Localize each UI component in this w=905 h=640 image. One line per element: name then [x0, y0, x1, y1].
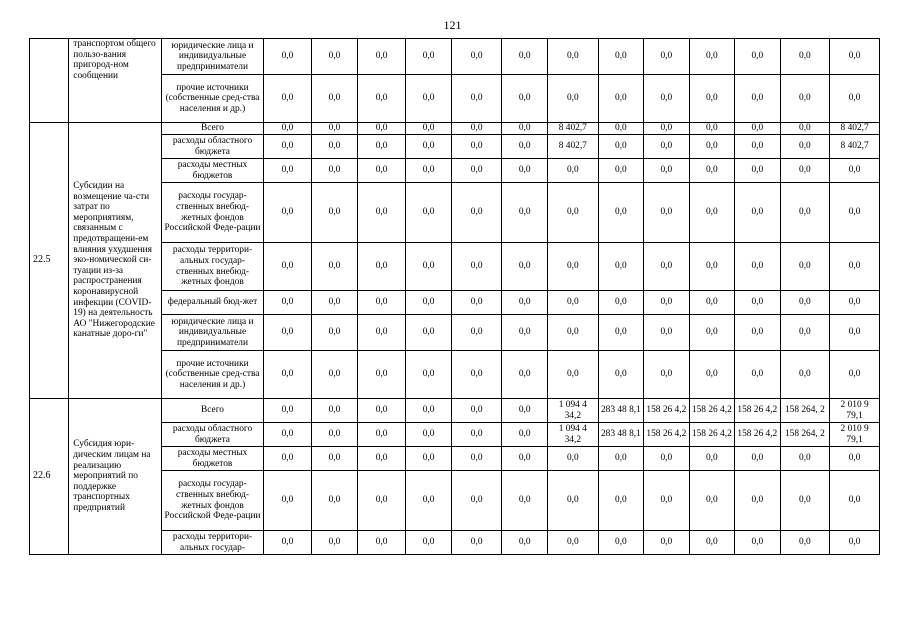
page-number: 121	[443, 18, 462, 32]
value-cell: 0,0	[735, 315, 780, 351]
value-cell: 0,0	[644, 531, 689, 555]
value-cell: 0,0	[547, 447, 598, 471]
measure-name-cell: Субсидии на возмещение ча-сти затрат по мероприятиям, связанным с предотвращени-ем влияния ухудшения эко-номической си-туации из-за распространения коронавирусной инфекции (COVID-19) на деятельность АО "Нижегородские канатные доро-ги"	[69, 123, 162, 399]
value-cell: 0,0	[312, 39, 357, 75]
funding-source-cell: расходы государ-ственных внебюд-жетных фондов Российской Феде-рации	[162, 471, 263, 531]
value-cell: 0,0	[263, 75, 312, 123]
funding-source-cell: Всего	[162, 123, 263, 135]
value-cell: 0,0	[644, 315, 689, 351]
value-cell: 0,0	[689, 159, 734, 183]
value-cell: 0,0	[547, 351, 598, 399]
value-cell: 0,0	[357, 315, 406, 351]
value-cell: 0,0	[451, 351, 502, 399]
value-cell: 158 264, 2	[780, 423, 830, 447]
value-cell: 0,0	[735, 39, 780, 75]
value-cell: 0,0	[357, 531, 406, 555]
measure-name-cell: транспортом общего пользо-вания пригород-ном сообщении	[69, 39, 162, 123]
value-cell: 158 26 4,2	[644, 399, 689, 423]
value-cell: 0,0	[598, 315, 643, 351]
row-code-cell	[30, 39, 69, 123]
value-cell: 0,0	[689, 351, 734, 399]
funding-source-cell: прочие источники (собственные сред-ства населения и др.)	[162, 75, 263, 123]
value-cell: 0,0	[312, 123, 357, 135]
value-cell: 0,0	[598, 531, 643, 555]
value-cell: 158 26 4,2	[735, 423, 780, 447]
value-cell: 0,0	[689, 291, 734, 315]
value-cell: 0,0	[598, 123, 643, 135]
funding-source-cell: Всего	[162, 399, 263, 423]
funding-source-cell: расходы местных бюджетов	[162, 447, 263, 471]
value-cell: 0,0	[357, 447, 406, 471]
value-cell: 0,0	[598, 183, 643, 243]
value-cell: 0,0	[312, 183, 357, 243]
value-cell: 0,0	[451, 75, 502, 123]
value-cell: 0,0	[780, 123, 830, 135]
value-cell: 0,0	[312, 135, 357, 159]
value-cell: 0,0	[689, 315, 734, 351]
value-cell: 0,0	[312, 447, 357, 471]
value-cell: 0,0	[263, 423, 312, 447]
value-cell: 0,0	[406, 243, 451, 291]
value-cell: 0,0	[406, 123, 451, 135]
value-cell: 0,0	[780, 135, 830, 159]
value-cell: 0,0	[735, 135, 780, 159]
value-cell: 1 094 4 34,2	[547, 423, 598, 447]
value-cell: 0,0	[689, 135, 734, 159]
value-cell: 0,0	[263, 183, 312, 243]
value-cell: 0,0	[830, 315, 880, 351]
value-cell: 0,0	[689, 39, 734, 75]
value-cell: 0,0	[780, 75, 830, 123]
value-cell: 0,0	[830, 159, 880, 183]
funding-source-cell: расходы государ-ственных внебюд-жетных фондов Российской Феде-рации	[162, 183, 263, 243]
value-cell: 0,0	[547, 75, 598, 123]
value-cell: 0,0	[451, 183, 502, 243]
value-cell: 0,0	[451, 39, 502, 75]
value-cell: 0,0	[735, 291, 780, 315]
value-cell: 0,0	[312, 471, 357, 531]
value-cell: 0,0	[830, 531, 880, 555]
funding-source-cell: расходы местных бюджетов	[162, 159, 263, 183]
value-cell: 0,0	[830, 351, 880, 399]
value-cell: 0,0	[735, 471, 780, 531]
value-cell: 0,0	[451, 291, 502, 315]
value-cell: 0,0	[502, 243, 547, 291]
value-cell: 0,0	[830, 243, 880, 291]
value-cell: 0,0	[644, 243, 689, 291]
value-cell: 0,0	[780, 471, 830, 531]
value-cell: 283 48 8,1	[598, 399, 643, 423]
value-cell: 0,0	[598, 351, 643, 399]
value-cell: 0,0	[357, 159, 406, 183]
value-cell: 0,0	[406, 159, 451, 183]
value-cell: 0,0	[406, 531, 451, 555]
value-cell: 2 010 9 79,1	[830, 399, 880, 423]
value-cell: 0,0	[598, 75, 643, 123]
value-cell: 0,0	[357, 123, 406, 135]
value-cell: 0,0	[357, 423, 406, 447]
value-cell: 0,0	[547, 39, 598, 75]
value-cell: 2 010 9 79,1	[830, 423, 880, 447]
value-cell: 0,0	[598, 447, 643, 471]
value-cell: 0,0	[780, 531, 830, 555]
value-cell: 0,0	[689, 75, 734, 123]
value-cell: 8 402,7	[830, 135, 880, 159]
funding-source-cell: расходы областного бюджета	[162, 135, 263, 159]
value-cell: 0,0	[357, 39, 406, 75]
value-cell: 0,0	[547, 471, 598, 531]
value-cell: 0,0	[598, 243, 643, 291]
value-cell: 0,0	[263, 531, 312, 555]
value-cell: 0,0	[451, 123, 502, 135]
value-cell: 0,0	[451, 399, 502, 423]
funding-source-cell: федеральный бюд-жет	[162, 291, 263, 315]
value-cell: 0,0	[735, 447, 780, 471]
value-cell: 0,0	[312, 159, 357, 183]
value-cell: 0,0	[451, 531, 502, 555]
value-cell: 0,0	[735, 183, 780, 243]
value-cell: 0,0	[644, 39, 689, 75]
value-cell: 0,0	[780, 243, 830, 291]
value-cell: 0,0	[451, 315, 502, 351]
value-cell: 0,0	[406, 447, 451, 471]
value-cell: 8 402,7	[547, 135, 598, 159]
funding-source-cell: расходы территори-альных государ-	[162, 531, 263, 555]
value-cell: 0,0	[502, 471, 547, 531]
value-cell: 0,0	[357, 135, 406, 159]
value-cell: 0,0	[357, 351, 406, 399]
value-cell: 0,0	[689, 183, 734, 243]
table-row	[30, 39, 880, 75]
value-cell: 0,0	[357, 243, 406, 291]
value-cell: 0,0	[312, 423, 357, 447]
row-code-cell: 22.5	[30, 123, 69, 399]
value-cell: 0,0	[406, 39, 451, 75]
value-cell: 0,0	[780, 39, 830, 75]
funding-source-cell: юридические лица и индивидуальные предприниматели	[162, 39, 263, 75]
value-cell: 0,0	[406, 291, 451, 315]
value-cell: 0,0	[644, 447, 689, 471]
value-cell: 8 402,7	[547, 123, 598, 135]
value-cell: 0,0	[357, 75, 406, 123]
value-cell: 0,0	[502, 135, 547, 159]
value-cell: 0,0	[598, 471, 643, 531]
value-cell: 0,0	[547, 531, 598, 555]
value-cell: 0,0	[502, 291, 547, 315]
value-cell: 0,0	[312, 243, 357, 291]
value-cell: 0,0	[689, 471, 734, 531]
value-cell: 0,0	[312, 351, 357, 399]
value-cell: 0,0	[598, 291, 643, 315]
value-cell: 158 264, 2	[780, 399, 830, 423]
value-cell: 0,0	[830, 447, 880, 471]
value-cell: 0,0	[312, 315, 357, 351]
value-cell: 0,0	[644, 291, 689, 315]
value-cell: 0,0	[502, 447, 547, 471]
value-cell: 0,0	[263, 135, 312, 159]
value-cell: 0,0	[644, 471, 689, 531]
value-cell: 0,0	[502, 39, 547, 75]
funding-source-cell: юридические лица и индивидуальные предприниматели	[162, 315, 263, 351]
value-cell: 0,0	[502, 123, 547, 135]
value-cell: 0,0	[502, 351, 547, 399]
value-cell: 8 402,7	[830, 123, 880, 135]
value-cell: 0,0	[357, 399, 406, 423]
value-cell: 0,0	[547, 159, 598, 183]
value-cell: 158 26 4,2	[735, 399, 780, 423]
funding-source-cell: расходы территори-альных государ-ственных внебюд-жетных фондов	[162, 243, 263, 291]
value-cell: 0,0	[644, 123, 689, 135]
value-cell: 0,0	[263, 447, 312, 471]
value-cell: 1 094 4 34,2	[547, 399, 598, 423]
value-cell: 0,0	[451, 135, 502, 159]
value-cell: 0,0	[735, 531, 780, 555]
value-cell: 0,0	[502, 159, 547, 183]
value-cell: 158 26 4,2	[689, 423, 734, 447]
value-cell: 0,0	[312, 399, 357, 423]
value-cell: 0,0	[735, 243, 780, 291]
value-cell: 0,0	[263, 243, 312, 291]
value-cell: 0,0	[644, 159, 689, 183]
value-cell: 0,0	[263, 315, 312, 351]
value-cell: 0,0	[263, 159, 312, 183]
value-cell: 0,0	[830, 471, 880, 531]
value-cell: 0,0	[312, 75, 357, 123]
value-cell: 0,0	[547, 183, 598, 243]
value-cell: 0,0	[406, 75, 451, 123]
value-cell: 0,0	[689, 243, 734, 291]
value-cell: 0,0	[598, 135, 643, 159]
value-cell: 0,0	[406, 399, 451, 423]
value-cell: 0,0	[598, 159, 643, 183]
value-cell: 0,0	[547, 243, 598, 291]
value-cell: 283 48 8,1	[598, 423, 643, 447]
funding-source-cell: расходы областного бюджета	[162, 423, 263, 447]
value-cell: 0,0	[502, 531, 547, 555]
measure-name-cell: Субсидия юри-дическим лицам на реализацию мероприятий по поддержке транспортных предприятий	[69, 399, 162, 555]
value-cell: 0,0	[406, 135, 451, 159]
value-cell: 0,0	[451, 447, 502, 471]
value-cell: 0,0	[735, 75, 780, 123]
value-cell: 0,0	[830, 39, 880, 75]
value-cell: 0,0	[598, 39, 643, 75]
value-cell: 0,0	[502, 315, 547, 351]
value-cell: 0,0	[644, 183, 689, 243]
funding-source-cell: прочие источники (собственные сред-ства населения и др.)	[162, 351, 263, 399]
value-cell: 0,0	[780, 447, 830, 471]
value-cell: 0,0	[406, 183, 451, 243]
value-cell: 0,0	[406, 423, 451, 447]
value-cell: 0,0	[689, 531, 734, 555]
value-cell: 0,0	[451, 423, 502, 447]
value-cell: 0,0	[689, 447, 734, 471]
value-cell: 0,0	[451, 159, 502, 183]
value-cell: 0,0	[735, 123, 780, 135]
value-cell: 0,0	[263, 471, 312, 531]
value-cell: 0,0	[780, 351, 830, 399]
value-cell: 0,0	[644, 351, 689, 399]
value-cell: 0,0	[644, 75, 689, 123]
value-cell: 0,0	[830, 183, 880, 243]
value-cell: 0,0	[735, 351, 780, 399]
value-cell: 0,0	[263, 39, 312, 75]
value-cell: 0,0	[406, 351, 451, 399]
value-cell: 0,0	[735, 159, 780, 183]
value-cell: 0,0	[780, 159, 830, 183]
value-cell: 158 26 4,2	[644, 423, 689, 447]
value-cell: 0,0	[780, 315, 830, 351]
value-cell: 0,0	[451, 243, 502, 291]
value-cell: 0,0	[406, 315, 451, 351]
value-cell: 0,0	[547, 315, 598, 351]
table-row	[30, 123, 880, 135]
table-row	[30, 399, 880, 423]
value-cell: 0,0	[689, 123, 734, 135]
value-cell: 0,0	[502, 75, 547, 123]
value-cell: 0,0	[263, 123, 312, 135]
row-code-cell: 22.6	[30, 399, 69, 555]
value-cell: 0,0	[780, 183, 830, 243]
value-cell: 0,0	[502, 399, 547, 423]
value-cell: 0,0	[357, 291, 406, 315]
budget-table	[29, 38, 880, 555]
value-cell: 0,0	[547, 291, 598, 315]
value-cell: 0,0	[312, 531, 357, 555]
value-cell: 0,0	[357, 471, 406, 531]
value-cell: 0,0	[502, 423, 547, 447]
value-cell: 0,0	[312, 291, 357, 315]
value-cell: 0,0	[263, 291, 312, 315]
value-cell: 0,0	[644, 135, 689, 159]
value-cell: 0,0	[830, 291, 880, 315]
value-cell: 0,0	[780, 291, 830, 315]
value-cell: 0,0	[502, 183, 547, 243]
value-cell: 0,0	[263, 399, 312, 423]
value-cell: 0,0	[451, 471, 502, 531]
value-cell: 0,0	[830, 75, 880, 123]
value-cell: 158 26 4,2	[689, 399, 734, 423]
value-cell: 0,0	[263, 351, 312, 399]
value-cell: 0,0	[357, 183, 406, 243]
value-cell: 0,0	[406, 471, 451, 531]
